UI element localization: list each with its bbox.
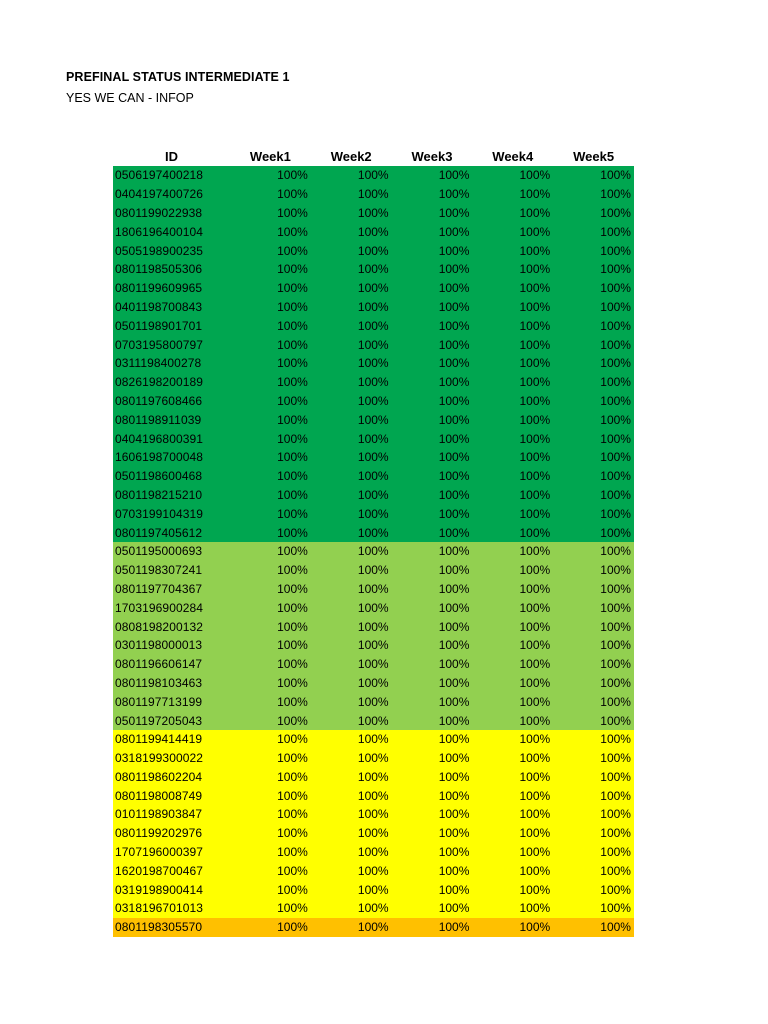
id-cell: 0801199414419 [115,732,203,747]
id-cell: 0801199202976 [115,826,203,841]
column-header-week2: Week2 [330,148,372,164]
table-row [113,185,634,204]
week4-cell: 100% [519,356,551,371]
table-row [113,711,634,730]
week5-cell: 100% [600,788,631,803]
id-cell: 0319198900414 [115,882,204,897]
week4-cell: 100% [519,469,551,484]
week4-cell: 100% [519,638,551,653]
week3-cell: 100% [438,224,470,239]
table-row [113,316,634,335]
week4-cell: 100% [519,694,551,709]
week3-cell: 100% [438,525,470,540]
week2-cell: 100% [357,732,389,747]
week3-cell: 100% [438,205,470,220]
week3-cell: 100% [438,563,470,578]
week5-cell: 100% [600,431,631,446]
id-cell: 0801197704367 [115,581,203,596]
table-row [113,617,634,636]
week3-cell: 100% [438,431,470,446]
week3-cell: 100% [438,638,470,653]
week2-cell: 100% [357,450,389,465]
id-cell: 0404197400726 [115,187,204,202]
week5-cell: 100% [600,657,631,672]
table-row [113,260,634,279]
table-row [113,166,634,185]
week3-cell: 100% [438,901,470,916]
table-row [113,241,634,260]
week3-cell: 100% [438,243,470,258]
week4-cell: 100% [519,675,551,690]
week1-cell: 100% [277,845,308,860]
week2-cell: 100% [357,788,389,803]
week1-cell: 100% [277,581,308,596]
week5-cell: 100% [600,901,631,916]
week5-cell: 100% [600,393,631,408]
id-cell: 0703195800797 [115,337,204,352]
week3-cell: 100% [438,318,470,333]
week5-cell: 100% [600,600,631,615]
id-cell: 0501195000693 [115,544,203,559]
week5-cell: 100% [600,243,631,258]
week2-cell: 100% [357,600,389,615]
week4-cell: 100% [519,788,551,803]
id-cell: 0801196606147 [115,657,203,672]
week5-cell: 100% [600,581,631,596]
table-row [113,486,634,505]
id-cell: 0801197608466 [115,393,203,408]
table-row [113,335,634,354]
table-row [113,786,634,805]
week4-cell: 100% [519,450,551,465]
id-cell: 0801198103463 [115,675,203,690]
week4-cell: 100% [519,224,551,239]
week5-cell: 100% [600,299,631,314]
week1-cell: 100% [277,713,308,728]
week5-cell: 100% [600,281,631,296]
week5-cell: 100% [600,920,631,935]
id-cell: 0801198911039 [115,412,202,427]
table-row [113,598,634,617]
week4-cell: 100% [519,393,551,408]
week2-cell: 100% [357,506,389,521]
id-cell: 0801197405612 [115,525,203,540]
table-row [113,373,634,392]
week2-cell: 100% [357,393,389,408]
week2-cell: 100% [357,224,389,239]
week1-cell: 100% [277,600,308,615]
week2-cell: 100% [357,168,389,183]
id-cell: 0801198008749 [115,788,203,803]
id-cell: 0801198505306 [115,262,203,277]
week5-cell: 100% [600,318,631,333]
week1-cell: 100% [277,318,308,333]
week4-cell: 100% [519,769,551,784]
week2-cell: 100% [357,187,389,202]
week2-cell: 100% [357,281,389,296]
table-row [113,805,634,824]
week3-cell: 100% [438,412,470,427]
column-header-week4: Week4 [492,148,534,164]
week4-cell: 100% [519,375,551,390]
table-row [113,730,634,749]
table-row [113,354,634,373]
table-row [113,204,634,223]
week1-cell: 100% [277,299,308,314]
week5-cell: 100% [600,205,631,220]
week2-cell: 100% [357,525,389,540]
id-cell: 1620198700467 [115,863,204,878]
week2-cell: 100% [357,243,389,258]
table-row [113,692,634,711]
table-row [113,392,634,411]
week3-cell: 100% [438,281,470,296]
week3-cell: 100% [438,769,470,784]
column-header-id: ID [165,148,178,164]
week5-cell: 100% [600,638,631,653]
week4-cell: 100% [519,487,551,502]
table-row [113,768,634,787]
week3-cell: 100% [438,713,470,728]
week5-cell: 100% [600,826,631,841]
page-title: PREFINAL STATUS INTERMEDIATE 1 [66,70,290,84]
table-row [113,298,634,317]
id-cell: 0501197205043 [115,713,203,728]
table-row [113,636,634,655]
week4-cell: 100% [519,506,551,521]
week5-cell: 100% [600,694,631,709]
week5-cell: 100% [600,224,631,239]
id-cell: 0801198215210 [115,487,203,502]
week1-cell: 100% [277,506,308,521]
week3-cell: 100% [438,751,470,766]
id-cell: 0826198200189 [115,375,204,390]
week1-cell: 100% [277,901,308,916]
week1-cell: 100% [277,863,308,878]
id-cell: 0101198903847 [115,807,203,822]
id-cell: 0311198400278 [115,356,202,371]
week2-cell: 100% [357,751,389,766]
table-row [113,410,634,429]
table-row [113,561,634,580]
table-row [113,655,634,674]
week2-cell: 100% [357,920,389,935]
week4-cell: 100% [519,863,551,878]
week2-cell: 100% [357,262,389,277]
week1-cell: 100% [277,337,308,352]
table-row [113,918,634,937]
week3-cell: 100% [438,506,470,521]
week2-cell: 100% [357,675,389,690]
week4-cell: 100% [519,525,551,540]
week5-cell: 100% [600,450,631,465]
week3-cell: 100% [438,732,470,747]
week4-cell: 100% [519,845,551,860]
week2-cell: 100% [357,619,389,634]
week3-cell: 100% [438,450,470,465]
table-row [113,429,634,448]
week2-cell: 100% [357,318,389,333]
id-cell: 0404196800391 [115,431,204,446]
week5-cell: 100% [600,506,631,521]
week3-cell: 100% [438,581,470,596]
column-header-week3: Week3 [411,148,453,164]
week2-cell: 100% [357,337,389,352]
week1-cell: 100% [277,544,308,559]
table-body [113,166,634,937]
week2-cell: 100% [357,863,389,878]
week3-cell: 100% [438,845,470,860]
week5-cell: 100% [600,187,631,202]
week1-cell: 100% [277,694,308,709]
id-cell: 0501198600468 [115,469,203,484]
week2-cell: 100% [357,544,389,559]
id-cell: 0703199104319 [115,506,204,521]
week4-cell: 100% [519,807,551,822]
table-row [113,580,634,599]
week2-cell: 100% [357,299,389,314]
week3-cell: 100% [438,863,470,878]
week5-cell: 100% [600,863,631,878]
week3-cell: 100% [438,788,470,803]
week2-cell: 100% [357,412,389,427]
week5-cell: 100% [600,469,631,484]
week2-cell: 100% [357,563,389,578]
week2-cell: 100% [357,638,389,653]
id-cell: 0318196701013 [115,901,204,916]
id-cell: 1806196400104 [115,224,204,239]
week2-cell: 100% [357,657,389,672]
week1-cell: 100% [277,450,308,465]
id-cell: 1707196000397 [115,845,204,860]
week2-cell: 100% [357,581,389,596]
week4-cell: 100% [519,168,551,183]
week3-cell: 100% [438,694,470,709]
week1-cell: 100% [277,168,308,183]
week1-cell: 100% [277,920,308,935]
week1-cell: 100% [277,769,308,784]
week1-cell: 100% [277,826,308,841]
week4-cell: 100% [519,544,551,559]
week3-cell: 100% [438,262,470,277]
week1-cell: 100% [277,375,308,390]
week3-cell: 100% [438,826,470,841]
week3-cell: 100% [438,487,470,502]
week4-cell: 100% [519,920,551,935]
week2-cell: 100% [357,487,389,502]
week1-cell: 100% [277,431,308,446]
week1-cell: 100% [277,619,308,634]
week2-cell: 100% [357,431,389,446]
page-subtitle: YES WE CAN - INFOP [66,91,194,105]
id-cell: 0506197400218 [115,168,204,183]
week5-cell: 100% [600,525,631,540]
week4-cell: 100% [519,205,551,220]
week1-cell: 100% [277,487,308,502]
week1-cell: 100% [277,281,308,296]
week5-cell: 100% [600,563,631,578]
week1-cell: 100% [277,262,308,277]
id-cell: 0801198305570 [115,920,203,935]
week5-cell: 100% [600,262,631,277]
table-row [113,749,634,768]
table-row [113,279,634,298]
table-row [113,504,634,523]
week4-cell: 100% [519,826,551,841]
week2-cell: 100% [357,845,389,860]
table-row [113,448,634,467]
week3-cell: 100% [438,600,470,615]
table-row [113,467,634,486]
week4-cell: 100% [519,187,551,202]
week1-cell: 100% [277,882,308,897]
week1-cell: 100% [277,732,308,747]
week3-cell: 100% [438,375,470,390]
week4-cell: 100% [519,882,551,897]
column-header-week1: Week1 [249,148,291,164]
week3-cell: 100% [438,807,470,822]
week5-cell: 100% [600,675,631,690]
table-row [113,861,634,880]
table-row [113,222,634,241]
week3-cell: 100% [438,469,470,484]
week1-cell: 100% [277,412,308,427]
week2-cell: 100% [357,694,389,709]
week2-cell: 100% [357,769,389,784]
week4-cell: 100% [519,581,551,596]
week1-cell: 100% [277,638,308,653]
id-cell: 0801199022938 [115,205,203,220]
week5-cell: 100% [600,487,631,502]
week2-cell: 100% [357,901,389,916]
week5-cell: 100% [600,168,631,183]
week1-cell: 100% [277,788,308,803]
week1-cell: 100% [277,675,308,690]
id-cell: 0401198700843 [115,299,203,314]
week1-cell: 100% [277,205,308,220]
id-cell: 0505198900235 [115,243,204,258]
id-cell: 0501198901701 [115,318,203,333]
week5-cell: 100% [600,845,631,860]
week5-cell: 100% [600,544,631,559]
week1-cell: 100% [277,657,308,672]
table-header [113,146,634,166]
week4-cell: 100% [519,732,551,747]
week1-cell: 100% [277,469,308,484]
id-cell: 0801199609965 [115,281,203,296]
week1-cell: 100% [277,393,308,408]
week5-cell: 100% [600,337,631,352]
week2-cell: 100% [357,375,389,390]
table-row [113,824,634,843]
id-cell: 0801198602204 [115,769,203,784]
week3-cell: 100% [438,920,470,935]
week4-cell: 100% [519,431,551,446]
week5-cell: 100% [600,769,631,784]
week4-cell: 100% [519,901,551,916]
week3-cell: 100% [438,882,470,897]
column-header-week5: Week5 [573,148,615,164]
week4-cell: 100% [519,281,551,296]
table-row [113,523,634,542]
week3-cell: 100% [438,337,470,352]
week5-cell: 100% [600,412,631,427]
table-row [113,899,634,918]
week2-cell: 100% [357,882,389,897]
table-row [113,542,634,561]
week4-cell: 100% [519,751,551,766]
week4-cell: 100% [519,412,551,427]
id-cell: 0501198307241 [115,563,203,578]
week4-cell: 100% [519,713,551,728]
week5-cell: 100% [600,751,631,766]
status-table [113,146,634,937]
week4-cell: 100% [519,600,551,615]
id-cell: 1606198700048 [115,450,204,465]
week3-cell: 100% [438,168,470,183]
week3-cell: 100% [438,544,470,559]
id-cell: 0808198200132 [115,619,204,634]
week3-cell: 100% [438,657,470,672]
week2-cell: 100% [357,826,389,841]
week1-cell: 100% [277,525,308,540]
week4-cell: 100% [519,299,551,314]
week1-cell: 100% [277,807,308,822]
week4-cell: 100% [519,262,551,277]
week2-cell: 100% [357,356,389,371]
week3-cell: 100% [438,619,470,634]
week5-cell: 100% [600,356,631,371]
id-cell: 1703196900284 [115,600,204,615]
week4-cell: 100% [519,563,551,578]
table-row [113,843,634,862]
week4-cell: 100% [519,243,551,258]
week2-cell: 100% [357,205,389,220]
id-cell: 0801197713199 [115,694,203,709]
week3-cell: 100% [438,675,470,690]
week4-cell: 100% [519,318,551,333]
week4-cell: 100% [519,619,551,634]
week1-cell: 100% [277,356,308,371]
week4-cell: 100% [519,657,551,672]
week5-cell: 100% [600,619,631,634]
week5-cell: 100% [600,807,631,822]
week1-cell: 100% [277,243,308,258]
week5-cell: 100% [600,732,631,747]
week1-cell: 100% [277,224,308,239]
table-row [113,880,634,899]
week3-cell: 100% [438,356,470,371]
id-cell: 0301198000013 [115,638,203,653]
week3-cell: 100% [438,187,470,202]
week3-cell: 100% [438,299,470,314]
week5-cell: 100% [600,713,631,728]
week5-cell: 100% [600,375,631,390]
week5-cell: 100% [600,882,631,897]
week1-cell: 100% [277,187,308,202]
week2-cell: 100% [357,807,389,822]
week2-cell: 100% [357,713,389,728]
week1-cell: 100% [277,563,308,578]
week3-cell: 100% [438,393,470,408]
id-cell: 0318199300022 [115,751,204,766]
week4-cell: 100% [519,337,551,352]
week2-cell: 100% [357,469,389,484]
table-row [113,674,634,693]
week1-cell: 100% [277,751,308,766]
